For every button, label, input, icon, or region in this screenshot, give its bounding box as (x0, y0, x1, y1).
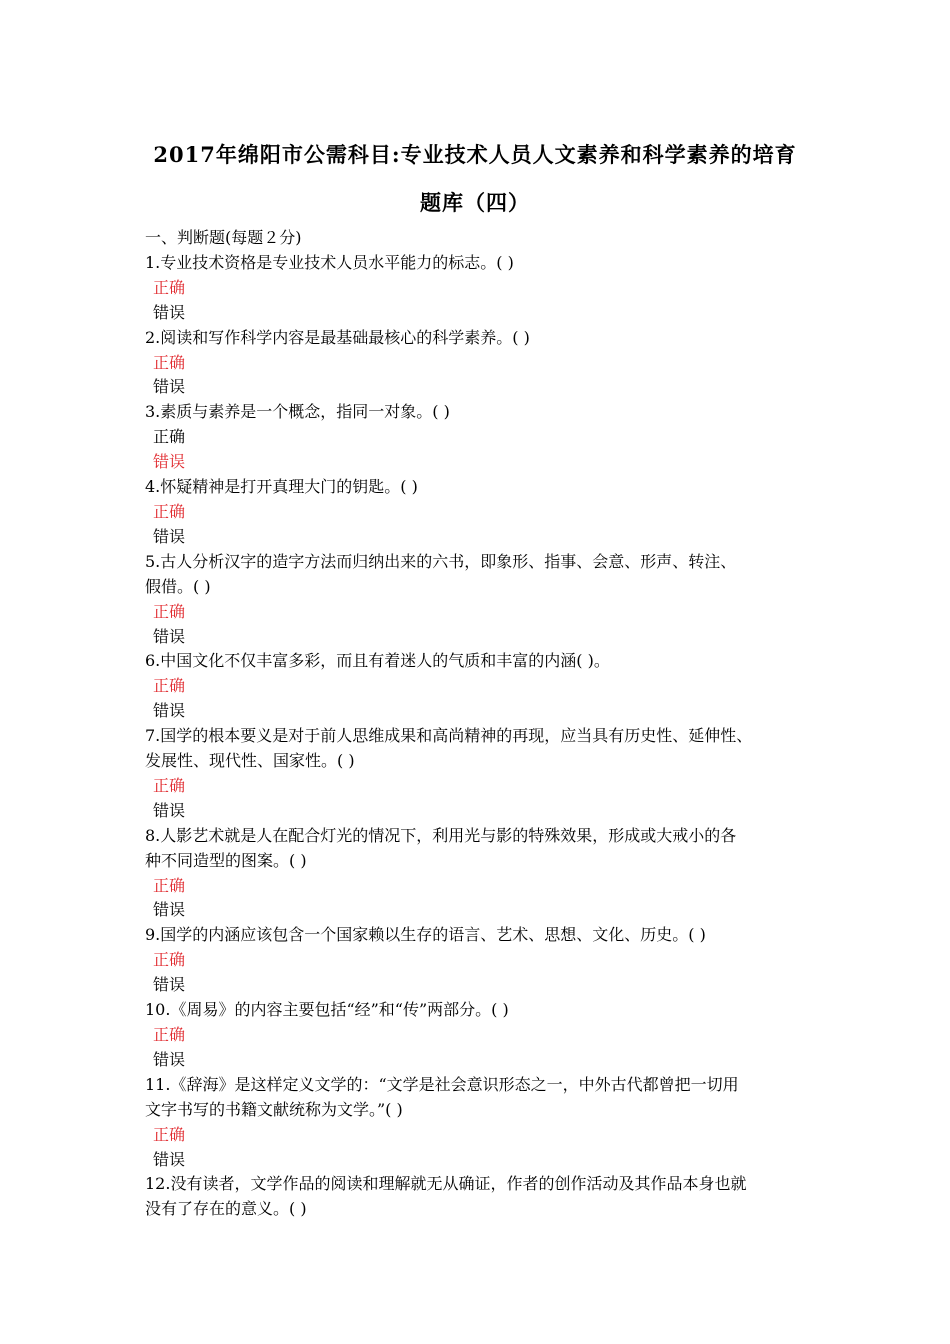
question-item (145, 550, 825, 650)
question-item (145, 998, 825, 1073)
answer-option-selected[interactable]: 正确 (153, 501, 186, 521)
question-text: 11.《辞海》是这样定义文学的：“文学是社会意识形态之一，中外古代都曾把一切用 (145, 1074, 739, 1094)
question-text: 没有了存在的意义。( ) (145, 1199, 307, 1219)
answer-option[interactable]: 错误 (153, 377, 186, 397)
question-text: 1.专业技术资格是专业技术人员水平能力的标志。( ) (145, 252, 514, 272)
question-text: 12.没有读者，文学作品的阅读和理解就无从确证，作者的创作活动及其作品本身也就 (145, 1174, 747, 1194)
question-item (145, 326, 825, 401)
answer-option[interactable]: 错误 (153, 701, 186, 721)
question-text: 7.国学的根本要义是对于前人思维成果和高尚精神的再现，应当具有历史性、延伸性、 (145, 726, 753, 746)
question-text: 6.中国文化不仅丰富多彩，而且有着迷人的气质和丰富的内涵( )。 (145, 651, 610, 671)
answer-option-selected[interactable]: 正确 (153, 352, 186, 372)
answer-option-selected[interactable]: 正确 (153, 601, 186, 621)
answer-option-selected[interactable]: 正确 (153, 775, 186, 795)
answer-option-selected[interactable]: 正确 (153, 676, 186, 696)
question-text: 5.古人分析汉字的造字方法而归纳出来的六书，即象形、指事、会意、形声、转注、 (145, 551, 737, 571)
answer-option[interactable]: 错误 (153, 1049, 186, 1069)
answer-option[interactable]: 错误 (153, 302, 186, 322)
question-text: 种不同造型的图案。( ) (145, 850, 307, 870)
document-title: 2017年绵阳市公需科目:专业技术人员人文素养和科学素养的培育 (153, 142, 797, 167)
answer-option-selected[interactable]: 正确 (153, 1124, 186, 1144)
question-text: 8.人影艺术就是人在配合灯光的情况下，利用光与影的特殊效果，形成或大戒小的各 (145, 825, 737, 845)
answer-option-selected[interactable]: 错误 (153, 452, 186, 472)
answer-option[interactable]: 错误 (153, 900, 186, 920)
question-text: 9.国学的内涵应该包含一个国家赖以生存的语言、艺术、思想、文化、历史。( ) (145, 925, 706, 945)
answer-option-selected[interactable]: 正确 (153, 875, 186, 895)
question-item (145, 649, 825, 724)
question-item (145, 475, 825, 550)
section-heading: 一、判断题(每题２分) (145, 228, 302, 247)
answer-option-selected[interactable]: 正确 (153, 950, 186, 970)
answer-option[interactable]: 错误 (153, 526, 186, 546)
question-item (145, 251, 825, 326)
question-item (145, 824, 825, 924)
answer-option[interactable]: 错误 (153, 975, 186, 995)
answer-option-selected[interactable]: 正确 (153, 277, 186, 297)
question-text: 10.《周易》的内容主要包括“经”和“传”两部分。( ) (145, 1000, 509, 1020)
answer-option[interactable]: 错误 (153, 800, 186, 820)
answer-option[interactable]: 错误 (153, 626, 186, 646)
question-item (145, 724, 825, 824)
answer-option[interactable]: 错误 (153, 1149, 186, 1169)
question-text: 4.怀疑精神是打开真理大门的钥匙。( ) (145, 477, 418, 497)
question-text: 假借。( ) (145, 576, 211, 596)
question-text: 文字书写的书籍文献统称为文学。”( ) (145, 1099, 403, 1119)
question-item (145, 1172, 825, 1222)
question-text: 3.素质与素养是一个概念，指同一对象。( ) (145, 402, 450, 422)
question-text: 2.阅读和写作科学内容是最基础最核心的科学素养。( ) (145, 327, 530, 347)
question-item (145, 400, 825, 475)
document-subtitle: 题库（四） (420, 190, 530, 215)
answer-option-selected[interactable]: 正确 (153, 1025, 186, 1044)
answer-option[interactable]: 正确 (153, 427, 186, 447)
question-item (145, 923, 825, 998)
question-text: 发展性、现代性、国家性。( ) (145, 751, 355, 771)
question-list (145, 226, 825, 1222)
question-item (145, 1073, 825, 1173)
